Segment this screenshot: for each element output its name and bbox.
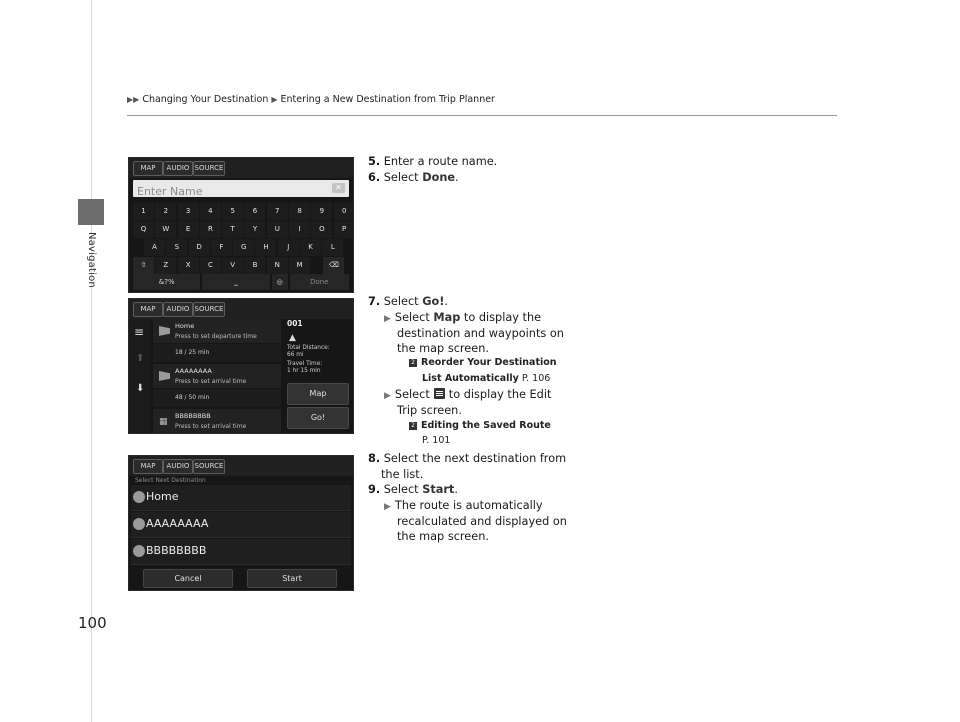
- key[interactable]: T: [222, 221, 243, 238]
- shift-icon[interactable]: ⇧: [133, 257, 154, 274]
- breadcrumb-arrow-icon: ▶▶: [127, 95, 140, 104]
- key[interactable]: X: [178, 257, 199, 274]
- key[interactable]: 0: [334, 203, 354, 220]
- key[interactable]: W: [155, 221, 176, 238]
- step-9-sub-line: recalculated and displayed on: [397, 515, 567, 528]
- key[interactable]: B: [244, 257, 265, 274]
- go-button[interactable]: Go!: [287, 407, 349, 429]
- step-7-sub-map: [384, 310, 541, 327]
- step-number: 6.: [368, 171, 381, 184]
- step-text: .: [455, 171, 459, 184]
- name-field[interactable]: [133, 180, 349, 197]
- reference-title: List Automatically: [422, 373, 519, 384]
- cross-reference-icon: 2: [409, 422, 417, 430]
- waypoint-a[interactable]: [153, 364, 281, 388]
- map-tab-button[interactable]: MAP: [133, 459, 163, 474]
- key[interactable]: P: [334, 221, 354, 238]
- reference-page[interactable]: P. 101: [422, 435, 451, 446]
- step-number: 5.: [368, 155, 381, 168]
- key[interactable]: L: [322, 239, 343, 256]
- keyboard-row-qwerty: [133, 221, 354, 238]
- destination-item[interactable]: [131, 485, 351, 511]
- arrow-down-icon[interactable]: ⬇: [136, 383, 145, 394]
- step-text: .: [454, 483, 458, 496]
- step-text: Enter a route name.: [383, 155, 498, 168]
- waypoint-home[interactable]: [153, 319, 281, 343]
- key[interactable]: D: [189, 239, 210, 256]
- screen-top-bar: [129, 158, 353, 178]
- screen-header: Select Next Destination: [135, 477, 206, 484]
- reference-page: P. 106: [521, 373, 551, 384]
- key[interactable]: E: [178, 221, 199, 238]
- destination-label: Home: [146, 490, 179, 503]
- map-button[interactable]: Map: [287, 383, 349, 405]
- cross-reference-link[interactable]: [422, 372, 550, 386]
- audio-tab-button[interactable]: AUDIO: [163, 161, 193, 176]
- step-text: Select: [394, 311, 430, 324]
- flag-icon: [159, 371, 170, 382]
- total-distance-label: Total Distance:: [287, 345, 330, 351]
- section-tab-marker: [78, 199, 104, 225]
- key[interactable]: R: [200, 221, 221, 238]
- step-keyword: Go!: [422, 295, 445, 308]
- keyboard-language-icon[interactable]: ◎: [272, 274, 288, 290]
- step-9: [368, 482, 458, 497]
- sidebar-section-label: Navigation: [86, 232, 97, 288]
- clear-icon[interactable]: ✕: [332, 183, 345, 193]
- reference-title: Reorder Your Destination: [421, 357, 557, 368]
- step-text: to display the Edit: [448, 388, 552, 401]
- trip-plan-screen: [128, 298, 354, 434]
- done-button[interactable]: Done: [290, 274, 349, 290]
- backspace-icon[interactable]: ⌫: [323, 257, 344, 274]
- waypoint-title: Home: [175, 322, 195, 330]
- step-text: Select: [394, 388, 430, 401]
- step-8-line: the list.: [381, 468, 424, 481]
- destination-label: AAAAAAAA: [146, 517, 209, 530]
- keyboard-row-asdf: [144, 239, 345, 256]
- key[interactable]: A: [144, 239, 165, 256]
- step-keyword: Start: [422, 483, 455, 496]
- step-text: Select: [383, 295, 419, 308]
- route-summary: [285, 319, 351, 379]
- waypoint-subtitle: Press to set arrival time: [175, 423, 247, 430]
- checkered-flag-icon: ▦: [159, 417, 168, 427]
- step-text: Select: [383, 171, 419, 184]
- source-tab-button[interactable]: SOURCE: [193, 459, 225, 474]
- breadcrumb-item: Changing Your Destination: [142, 94, 269, 105]
- destination-item[interactable]: [131, 512, 351, 538]
- total-distance-value: 66 mi: [287, 352, 304, 358]
- key[interactable]: 4: [200, 203, 221, 220]
- waypoint-title: BBBBBBBB: [175, 412, 211, 420]
- key[interactable]: 7: [267, 203, 288, 220]
- cross-reference-icon: 2: [409, 359, 417, 367]
- waypoint-subtitle: Press to set departure time: [175, 333, 257, 340]
- step-number: 7.: [368, 295, 381, 308]
- key[interactable]: N: [267, 257, 288, 274]
- car-icon: ▲: [289, 333, 296, 343]
- route-name-input[interactable]: [133, 183, 331, 200]
- step-9-sub: [384, 498, 543, 515]
- key[interactable]: K: [300, 239, 321, 256]
- flag-icon: [159, 326, 170, 337]
- keyboard-bottom-row: [133, 274, 349, 290]
- key[interactable]: H: [255, 239, 276, 256]
- leg-info: 48 / 50 min: [153, 389, 281, 407]
- key[interactable]: 1: [133, 203, 154, 220]
- key[interactable]: Q: [133, 221, 154, 238]
- key[interactable]: 9: [311, 203, 332, 220]
- source-tab-button[interactable]: SOURCE: [193, 161, 225, 176]
- waypoint-title: AAAAAAAA: [175, 367, 212, 375]
- breadcrumb: [127, 94, 495, 105]
- step-keyword: Map: [433, 311, 461, 324]
- breadcrumb-arrow-icon: ▶: [271, 95, 278, 104]
- step-text: The route is automatically: [394, 499, 543, 512]
- waypoint-b[interactable]: [153, 409, 281, 433]
- key[interactable]: S: [166, 239, 187, 256]
- menu-icon: [434, 388, 445, 399]
- map-tab-button[interactable]: MAP: [133, 161, 163, 176]
- travel-time-value: 1 hr 15 min: [287, 368, 321, 374]
- step-7-sub-line: the map screen.: [397, 342, 489, 355]
- step-8: [368, 451, 566, 466]
- substep-arrow-icon: ▶: [384, 314, 391, 324]
- start-button[interactable]: Start: [247, 569, 337, 588]
- step-text: Select: [383, 483, 419, 496]
- destination-label: BBBBBBBB: [146, 544, 207, 557]
- cross-reference-link[interactable]: [409, 419, 551, 433]
- select-next-destination-screen: [128, 455, 354, 591]
- step-keyword: Done: [422, 171, 456, 184]
- key[interactable]: J: [278, 239, 299, 256]
- step-number: 9.: [368, 483, 381, 496]
- screen-top-bar: [129, 299, 353, 319]
- substep-arrow-icon: ▶: [384, 502, 391, 512]
- key[interactable]: U: [267, 221, 288, 238]
- travel-time-label: Travel Time:: [287, 361, 323, 367]
- space-key-icon[interactable]: ⎵: [202, 274, 269, 290]
- route-id: 001: [287, 319, 303, 328]
- key[interactable]: 6: [244, 203, 265, 220]
- destination-dot-icon: [133, 518, 145, 530]
- audio-tab-button[interactable]: AUDIO: [163, 459, 193, 474]
- key[interactable]: F: [211, 239, 232, 256]
- leg-info: 18 / 25 min: [153, 344, 281, 362]
- key[interactable]: I: [289, 221, 310, 238]
- source-tab-button[interactable]: SOURCE: [193, 302, 225, 317]
- audio-tab-button[interactable]: AUDIO: [163, 302, 193, 317]
- trip-side-controls: [129, 319, 151, 433]
- key[interactable]: 5: [222, 203, 243, 220]
- page-number: 100: [78, 614, 107, 632]
- step-7: [368, 294, 448, 309]
- key[interactable]: Z: [155, 257, 176, 274]
- key[interactable]: V: [222, 257, 243, 274]
- step-7-sub-line: Trip screen.: [397, 404, 462, 417]
- keyboard-row-numbers: [133, 203, 354, 220]
- destination-dot-icon: [133, 491, 145, 503]
- waypoint-subtitle: Press to set arrival time: [175, 378, 247, 385]
- destination-dot-icon: [133, 545, 145, 557]
- key[interactable]: M: [289, 257, 310, 274]
- key[interactable]: 3: [178, 203, 199, 220]
- step-7-sub-menu: [384, 387, 551, 404]
- key[interactable]: C: [200, 257, 221, 274]
- step-5: [368, 154, 497, 169]
- cancel-button[interactable]: Cancel: [143, 569, 233, 588]
- cross-reference-link[interactable]: [409, 356, 557, 370]
- key[interactable]: 2: [155, 203, 176, 220]
- breadcrumb-item: Entering a New Destination from Trip Planner: [280, 94, 495, 105]
- step-text: .: [444, 295, 448, 308]
- step-9-sub-line: the map screen.: [397, 530, 489, 543]
- key[interactable]: O: [311, 221, 332, 238]
- key[interactable]: Y: [244, 221, 265, 238]
- symbols-key[interactable]: &?%: [133, 274, 200, 290]
- step-text: Select the next destination from: [383, 452, 567, 465]
- map-tab-button[interactable]: MAP: [133, 302, 163, 317]
- step-6: [368, 170, 459, 185]
- reference-title: Editing the Saved Route: [421, 420, 551, 431]
- key[interactable]: 8: [289, 203, 310, 220]
- key[interactable]: G: [233, 239, 254, 256]
- header-rule: [127, 115, 837, 116]
- step-7-sub-line: destination and waypoints on: [397, 327, 564, 340]
- screen-top-bar: [129, 456, 353, 476]
- enter-name-screen: [128, 157, 354, 293]
- step-number: 8.: [368, 452, 381, 465]
- destination-item[interactable]: [131, 539, 351, 565]
- keyboard-row-zxcv: [133, 257, 346, 274]
- arrow-up-icon[interactable]: ⬆: [136, 353, 145, 364]
- substep-arrow-icon: ▶: [384, 391, 391, 401]
- menu-icon[interactable]: ≡: [134, 325, 145, 339]
- step-text: to display the: [463, 311, 542, 324]
